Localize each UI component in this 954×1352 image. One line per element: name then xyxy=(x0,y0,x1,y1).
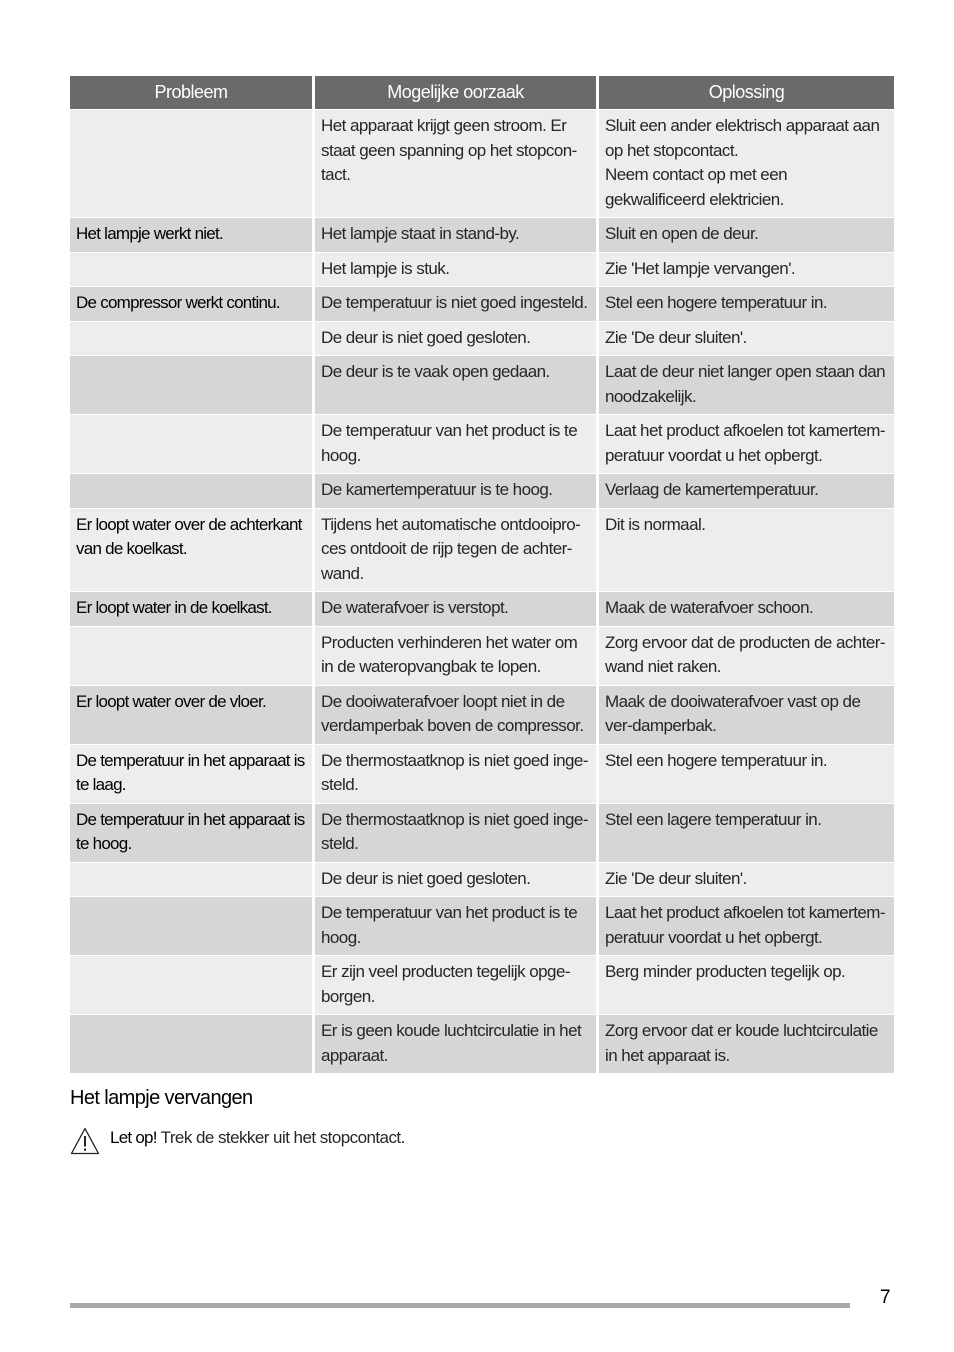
cell-problem xyxy=(70,896,315,955)
table-row xyxy=(70,473,894,508)
warning-text xyxy=(110,1126,405,1150)
table-row xyxy=(70,862,894,897)
table-row xyxy=(70,109,894,217)
cell-problem: Er loopt water in de koelkast. xyxy=(70,591,315,626)
cell-cause: De thermostaatknop is niet goed inge-steld. xyxy=(315,744,599,803)
header-probleem: Probleem xyxy=(70,76,315,109)
cell-cause: De temperatuur van het product is te hoog. xyxy=(315,896,599,955)
section-heading: Het lampje vervangen xyxy=(70,1087,253,1109)
table-row xyxy=(70,355,894,414)
table-row xyxy=(70,591,894,626)
cell-cause: Het lampje is stuk. xyxy=(315,252,599,287)
cell-cause: Er is geen koude luchtcirculatie in het apparaat. xyxy=(315,1014,599,1073)
cell-problem xyxy=(70,862,315,897)
cell-cause: De deur is te vaak open gedaan. xyxy=(315,355,599,414)
cell-cause: De deur is niet goed gesloten. xyxy=(315,321,599,356)
footer-bar xyxy=(70,1303,850,1308)
cell-cause: De kamertemperatuur is te hoog. xyxy=(315,473,599,508)
cell-problem xyxy=(70,626,315,685)
cell-cause: De deur is niet goed gesloten. xyxy=(315,862,599,897)
cell-solution: Sluit en open de deur. xyxy=(599,217,894,252)
cell-solution: Stel een hogere temperatuur in. xyxy=(599,744,894,803)
cell-cause: De temperatuur van het product is te hoog. xyxy=(315,414,599,473)
cell-solution: Sluit een ander elektrisch apparaat aan op het stopcontact. Neem contact op met een gekwalificeerd elektricien. xyxy=(599,109,894,217)
table-body xyxy=(70,109,894,1073)
warning-triangle-icon xyxy=(70,1126,100,1156)
cell-solution: Laat het product afkoelen tot kamertem-peratuur voordat u het opbergt. xyxy=(599,896,894,955)
table-row xyxy=(70,626,894,685)
table-row xyxy=(70,252,894,287)
cell-solution: Maak de dooiwaterafvoer vast op de ver-damperbak. xyxy=(599,685,894,744)
cell-problem xyxy=(70,321,315,356)
table-row xyxy=(70,286,894,321)
cell-cause: Het apparaat krijgt geen stroom. Er staat geen spanning op het stopcon-tact. xyxy=(315,109,599,217)
page-number: 7 xyxy=(880,1287,891,1308)
cell-problem xyxy=(70,955,315,1014)
cell-problem: Er loopt water over de vloer. xyxy=(70,685,315,744)
cell-cause: Er zijn veel producten tegelijk opge-borgen. xyxy=(315,955,599,1014)
cell-solution: Stel een hogere temperatuur in. xyxy=(599,286,894,321)
cell-solution: Dit is normaal. xyxy=(599,508,894,592)
cell-solution: Laat het product afkoelen tot kamertem-peratuur voordat u het opbergt. xyxy=(599,414,894,473)
table-row xyxy=(70,955,894,1014)
cell-cause: De thermostaatknop is niet goed inge-steld. xyxy=(315,803,599,862)
cell-cause: Producten verhinderen het water om in de wateropvangbak te lopen. xyxy=(315,626,599,685)
cell-cause: De dooiwaterafvoer loopt niet in de verdamperbak boven de compressor. xyxy=(315,685,599,744)
table-row xyxy=(70,685,894,744)
cell-problem xyxy=(70,355,315,414)
cell-solution: Laat de deur niet langer open staan dan noodzakelijk. xyxy=(599,355,894,414)
cell-problem xyxy=(70,473,315,508)
table-row xyxy=(70,803,894,862)
cell-cause: De temperatuur is niet goed ingesteld. xyxy=(315,286,599,321)
table-row xyxy=(70,1014,894,1073)
cell-solution: Zorg ervoor dat er koude luchtcirculatie in het apparaat is. xyxy=(599,1014,894,1073)
table-row xyxy=(70,414,894,473)
header-mogelijke-oorzaak: Mogelijke oorzaak xyxy=(315,76,599,109)
table-row xyxy=(70,744,894,803)
cell-problem: De temperatuur in het apparaat is te hoog. xyxy=(70,803,315,862)
cell-solution: Stel een lagere temperatuur in. xyxy=(599,803,894,862)
cell-problem: Het lampje werkt niet. xyxy=(70,217,315,252)
cell-problem xyxy=(70,252,315,287)
warning-label: Let op! xyxy=(110,1128,157,1147)
table-row xyxy=(70,217,894,252)
cell-cause: Tijdens het automatische ontdooipro-ces ontdooit de rijp tegen de achter-wand. xyxy=(315,508,599,592)
cell-cause: Het lampje staat in stand-by. xyxy=(315,217,599,252)
cell-problem: Er loopt water over de achterkant van de koelkast. xyxy=(70,508,315,592)
cell-problem: De temperatuur in het apparaat is te laag. xyxy=(70,744,315,803)
cell-problem xyxy=(70,109,315,217)
cell-cause: De waterafvoer is verstopt. xyxy=(315,591,599,626)
cell-solution: Zie 'De deur sluiten'. xyxy=(599,862,894,897)
table-row xyxy=(70,896,894,955)
troubleshooting-table xyxy=(70,76,894,1073)
table-row xyxy=(70,508,894,592)
cell-problem xyxy=(70,414,315,473)
cell-problem: De compressor werkt continu. xyxy=(70,286,315,321)
cell-problem xyxy=(70,1014,315,1073)
cell-solution: Verlaag de kamertemperatuur. xyxy=(599,473,894,508)
table-header-row xyxy=(70,76,894,109)
cell-solution: Berg minder producten tegelijk op. xyxy=(599,955,894,1014)
header-oplossing: Oplossing xyxy=(599,76,894,109)
cell-solution: Zie 'Het lampje vervangen'. xyxy=(599,252,894,287)
warning-message: Trek de stekker uit het stopcontact. xyxy=(156,1128,405,1147)
cell-solution: Maak de waterafvoer schoon. xyxy=(599,591,894,626)
table-row xyxy=(70,321,894,356)
warning-note xyxy=(70,1126,405,1156)
cell-solution: Zie 'De deur sluiten'. xyxy=(599,321,894,356)
cell-solution: Zorg ervoor dat de producten de achter-wand niet raken. xyxy=(599,626,894,685)
